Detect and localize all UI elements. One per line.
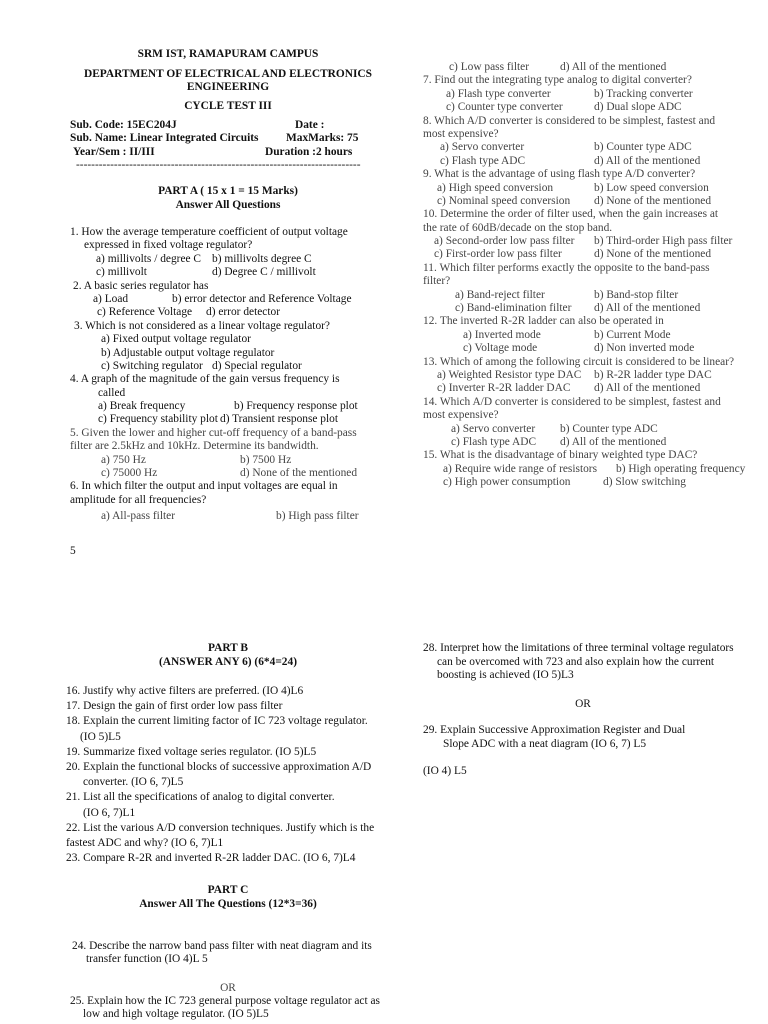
duration: Duration :2 hours xyxy=(265,146,353,158)
q14-option-d: d) All of the mentioned xyxy=(560,435,667,448)
q4-option-a: a) Break frequency xyxy=(98,400,186,413)
question-16: 16. Justify why active filters are preferred. (IO 4)L6 xyxy=(66,685,304,697)
question-29: 29. Explain Successive Approximation Register and Dual xyxy=(423,724,686,736)
or-separator-1: OR xyxy=(220,982,236,994)
q10-option-b: b) Third-order High pass filter xyxy=(594,235,733,248)
header-rule: --------------------------------------------------------------------------- xyxy=(76,159,361,171)
question-3: 3. Which is not considered as a linear voltage regulator? xyxy=(74,319,330,332)
page-number-marker: 5 xyxy=(70,545,76,557)
question-1: 1. How the average temperature coefficient of output voltage xyxy=(70,226,348,238)
question-25: 25. Explain how the IC 723 general purpose voltage regulator act as xyxy=(70,995,380,1007)
or-separator-2: OR xyxy=(575,698,591,710)
part-c-subtitle: Answer All The Questions (12*3=36) xyxy=(139,898,317,910)
q11-option-c: c) Band-elimination filter xyxy=(455,302,572,315)
q9-option-c: c) Nominal speed conversion xyxy=(437,194,571,207)
year-sem: Year/Sem : II/III xyxy=(73,146,155,158)
question-9: 9. What is the advantage of using flash type A/D converter? xyxy=(423,168,696,181)
q10-option-c: c) First-order low pass filter xyxy=(434,248,562,261)
question-15: 15. What is the disadvantage of binary weighted type DAC? xyxy=(423,449,698,462)
question-24-cont: transfer function (IO 4)L 5 xyxy=(86,953,208,965)
q3-option-a: a) Fixed output voltage regulator xyxy=(101,333,251,346)
q9-option-a: a) High speed conversion xyxy=(437,181,554,194)
question-28-cont2: boosting is achieved (IO 5)L3 xyxy=(437,669,574,681)
question-12: 12. The inverted R-2R ladder can also be operated in xyxy=(423,315,664,328)
question-13: 13. Which of among the following circuit is considered to be linear? xyxy=(423,355,735,368)
part-a-right-column xyxy=(423,61,768,490)
q7-option-b: b) Tracking converter xyxy=(594,87,693,100)
part-b-title: PART B xyxy=(208,642,248,654)
question-29-cont: Slope ADC with a neat diagram (IO 6, 7) L5 xyxy=(443,738,647,750)
question-4-cont: called xyxy=(98,386,126,399)
question-25-cont: low and high voltage regulator. (IO 5)L5 xyxy=(83,1008,269,1020)
q1-option-c: c) millivolt xyxy=(96,266,147,279)
q4-option-c: c) Frequency stability plot xyxy=(98,413,218,426)
q15-option-a: a) Require wide range of resistors xyxy=(443,462,598,475)
q2-option-d: d) error detector xyxy=(206,306,280,319)
question-11-cont: filter? xyxy=(423,275,451,288)
question-20-cont: converter. (IO 6, 7)L5 xyxy=(83,776,184,789)
question-17: 17. Design the gain of first order low pass filter xyxy=(66,700,283,713)
question-10-cont: the rate of 60dB/decade on the stop band. xyxy=(423,221,613,234)
q12-option-b: b) Current Mode xyxy=(594,328,671,341)
question-19: 19. Summarize fixed voltage series regulator. (IO 5)L5 xyxy=(66,745,317,758)
q2-option-a: a) Load xyxy=(93,292,129,305)
q7-option-a: a) Flash type converter xyxy=(446,87,551,100)
question-24: 24. Describe the narrow band pass filter with neat diagram and its xyxy=(72,940,372,952)
question-28-cont: can be overcomed with 723 and also explain how the current xyxy=(437,656,715,668)
q11-option-d: d) All of the mentioned xyxy=(594,302,701,315)
q7-option-d: d) Dual slope ADC xyxy=(594,101,682,114)
q3-option-d: d) Special regulator xyxy=(212,359,302,372)
q2-option-b: b) error detector and Reference Voltage xyxy=(172,292,352,305)
question-14-cont: most expensive? xyxy=(423,409,499,422)
q3-option-c: c) Switching regulator xyxy=(101,359,203,372)
part-a-left-column xyxy=(70,226,390,524)
test-title: CYCLE TEST III xyxy=(184,100,272,112)
q15-option-c: c) High power consumption xyxy=(443,476,571,489)
q5-option-d: d) None of the mentioned xyxy=(240,467,358,480)
q2-option-c: c) Reference Voltage xyxy=(97,306,193,319)
question-6-cont: amplitude for all frequencies? xyxy=(70,493,207,506)
question-1-cont: expressed in fixed voltage regulator? xyxy=(84,239,253,252)
sub-code: Sub. Code: 15EC204J xyxy=(70,119,177,131)
q9-option-b: b) Low speed conversion xyxy=(594,181,709,194)
part-b-questions xyxy=(66,685,396,867)
sub-name: Sub. Name: Linear Integrated Circuits xyxy=(70,132,259,144)
department-line1: DEPARTMENT OF ELECTRICAL AND ELECTRONICS xyxy=(83,68,372,80)
question-8: 8. Which A/D converter is considered to be simplest, fastest and xyxy=(423,114,716,127)
campus-title: SRM IST, RAMAPURAM CAMPUS xyxy=(137,48,319,60)
question-20: 20. Explain the functional blocks of successive approximation A/D xyxy=(66,760,372,773)
q13-option-d: d) All of the mentioned xyxy=(594,382,701,395)
q5-option-c: c) 75000 Hz xyxy=(101,467,158,480)
question-18-cont: (IO 5)L5 xyxy=(80,730,121,743)
q14-option-b: b) Counter type ADC xyxy=(560,422,658,435)
part-b-subtitle: (ANSWER ANY 6) (6*4=24) xyxy=(158,656,297,668)
q13-option-c: c) Inverter R-2R ladder DAC xyxy=(437,382,571,395)
q12-option-d: d) Non inverted mode xyxy=(594,342,695,355)
q11-option-a: a) Band-reject filter xyxy=(455,288,545,301)
question-14: 14. Which A/D converter is considered to be simplest, fastest and xyxy=(423,395,721,408)
q13-option-a: a) Weighted Resistor type DAC xyxy=(437,368,582,381)
question-23: 23. Compare R-2R and inverted R-2R ladder DAC. (IO 6, 7)L4 xyxy=(66,852,356,865)
question-11: 11. Which filter performs exactly the opposite to the band-pass xyxy=(423,261,710,274)
part-c-title: PART C xyxy=(207,884,249,896)
question-8-cont: most expensive? xyxy=(423,127,499,140)
q6-option-a: a) All-pass filter xyxy=(101,510,176,523)
q8-option-d: d) All of the mentioned xyxy=(594,154,701,167)
question-5: 5. Given the lower and higher cut-off frequency of a band-pass xyxy=(70,426,357,439)
q13-option-b: b) R-2R ladder type DAC xyxy=(594,368,712,381)
q1-option-d: d) Degree C / millivolt xyxy=(212,266,316,279)
q12-option-a: a) Inverted mode xyxy=(463,328,541,341)
q1-option-a: a) millivolts / degree C xyxy=(96,252,202,265)
q4-option-d: d) Transient response plot xyxy=(220,413,339,426)
q6-option-c: c) Low pass filter xyxy=(449,61,530,73)
q15-option-d: d) Slow switching xyxy=(603,476,686,489)
question-22-cont: fastest ADC and why? (IO 6, 7)L1 xyxy=(66,836,224,849)
question-18: 18. Explain the current limiting factor of IC 723 voltage regulator. xyxy=(66,715,368,728)
question-6: 6. In which filter the output and input voltages are equal in xyxy=(70,480,338,493)
q15-option-b: b) High operating frequency xyxy=(616,462,746,475)
q8-option-c: c) Flash type ADC xyxy=(440,154,526,167)
q5-option-b: b) 7500 Hz xyxy=(240,453,292,466)
department-line2: ENGINEERING xyxy=(186,81,270,93)
q14-option-a: a) Servo converter xyxy=(451,422,536,435)
q4-option-b: b) Frequency response plot xyxy=(234,400,358,413)
q1-option-b: b) millivolts degree C xyxy=(212,252,312,265)
question-28: 28. Interpret how the limitations of three terminal voltage regulators xyxy=(423,642,734,654)
date-label: Date : xyxy=(295,119,325,131)
question-22: 22. List the various A/D conversion techniques. Justify which is the xyxy=(66,821,375,834)
max-marks: MaxMarks: 75 xyxy=(286,132,359,144)
q8-option-a: a) Servo converter xyxy=(440,141,525,154)
q3-option-b: b) Adjustable output voltage regulator xyxy=(101,346,275,359)
question-4: 4. A graph of the magnitude of the gain versus frequency is xyxy=(70,373,340,386)
question-7: 7. Find out the integrating type analog to digital converter? xyxy=(423,74,692,87)
q12-option-c: c) Voltage mode xyxy=(463,342,538,355)
q14-option-c: c) Flash type ADC xyxy=(451,435,537,448)
q5-option-a: a) 750 Hz xyxy=(101,453,146,466)
q6-option-d: d) All of the mentioned xyxy=(560,61,667,73)
question-21-cont: (IO 6, 7)L1 xyxy=(83,806,136,819)
q10-option-a: a) Second-order low pass filter xyxy=(434,235,575,248)
q11-option-b: b) Band-stop filter xyxy=(594,288,679,301)
question-21: 21. List all the specifications of analog to digital converter. xyxy=(66,791,335,804)
q10-option-d: d) None of the mentioned xyxy=(594,248,712,261)
part-a-subtitle: Answer All Questions xyxy=(175,199,281,211)
q7-option-c: c) Counter type converter xyxy=(446,101,563,114)
part-a-title: PART A ( 15 x 1 = 15 Marks) xyxy=(158,185,298,197)
question-2: 2. A basic series regulator has xyxy=(73,279,209,292)
io-reference: (IO 4) L5 xyxy=(423,765,467,777)
question-10: 10. Determine the order of filter used, when the gain increases at xyxy=(423,208,719,221)
q6-option-b: b) High pass filter xyxy=(276,510,359,523)
q9-option-d: d) None of the mentioned xyxy=(594,194,712,207)
question-5-cont: filter are 2.5kHz and 10kHz. Determine its bandwidth. xyxy=(70,440,319,453)
q8-option-b: b) Counter type ADC xyxy=(594,141,692,154)
